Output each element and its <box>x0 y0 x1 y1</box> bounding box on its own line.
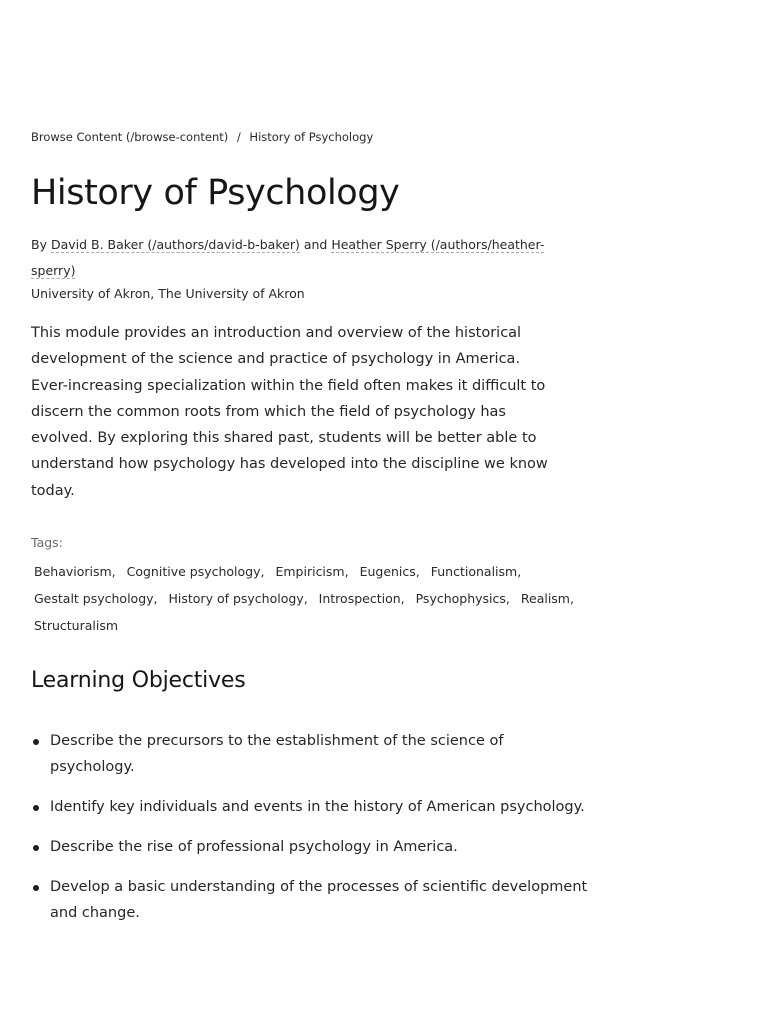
byline-prefix: By <box>31 237 47 252</box>
learning-objective-text: Describe the precursors to the establishment of the science of psychology. <box>50 733 504 776</box>
bullet-icon <box>33 739 39 745</box>
bullet-icon <box>33 805 39 811</box>
breadcrumb <box>31 130 373 144</box>
tag-link[interactable]: Introspection, <box>318 591 405 606</box>
byline-conjunction: and <box>303 237 328 252</box>
tag-link[interactable]: Psychophysics, <box>415 591 510 606</box>
tag-link[interactable]: Cognitive psychology, <box>126 564 265 579</box>
tag-link[interactable]: Behaviorism, <box>34 564 116 579</box>
bullet-icon <box>33 845 39 851</box>
tag-link[interactable]: Realism, <box>520 591 574 606</box>
learning-objective-text: Develop a basic understanding of the processes of scientific development and change. <box>50 878 588 921</box>
tag-link[interactable]: Empiricism, <box>275 564 349 579</box>
page-title: History of Psychology <box>31 173 400 213</box>
byline <box>31 232 551 284</box>
learning-objective-text: Describe the rise of professional psychology in America. <box>50 838 458 855</box>
breadcrumb-separator: / <box>236 130 241 144</box>
learning-objective-text: Identify key individuals and events in the history of American psychology. <box>50 799 585 816</box>
tag-link[interactable]: History of psychology, <box>168 591 308 606</box>
breadcrumb-link-browse-content[interactable]: Browse Content (/browse-content) <box>31 130 229 144</box>
tags-list <box>31 558 651 639</box>
learning-objective-item <box>31 834 591 860</box>
tag-link[interactable]: Structuralism <box>34 618 119 633</box>
tags-label: Tags: <box>31 535 63 550</box>
tag-link[interactable]: Gestalt psychology, <box>34 591 158 606</box>
learning-objective-item <box>31 874 591 927</box>
author-affiliation: University of Akron, The University of Akron <box>31 286 305 301</box>
tag-link[interactable]: Functionalism, <box>430 564 522 579</box>
tag-link[interactable]: Eugenics, <box>359 564 420 579</box>
learning-objective-item <box>31 728 591 781</box>
learning-objective-item <box>31 794 591 820</box>
bullet-icon <box>33 885 39 891</box>
author-link-heather-sperry[interactable]: Heather Sperry (/authors/heather-sperry) <box>31 237 545 278</box>
module-abstract: This module provides an introduction and overview of the historical development of the science and practice of psychology in America. Ever-increasing specialization within the field often makes it difficult to discern the common roots from which the field of psychology has evolved. By exploring this shared past, students will be better able to understand how psychology has developed into the discipline we know today. <box>31 325 548 499</box>
learning-objectives-list <box>31 728 591 940</box>
author-link-david-baker[interactable]: David B. Baker (/authors/david-b-baker) <box>50 237 300 252</box>
learning-objectives-heading: Learning Objectives <box>31 668 246 693</box>
breadcrumb-current: History of Psychology <box>249 130 374 144</box>
